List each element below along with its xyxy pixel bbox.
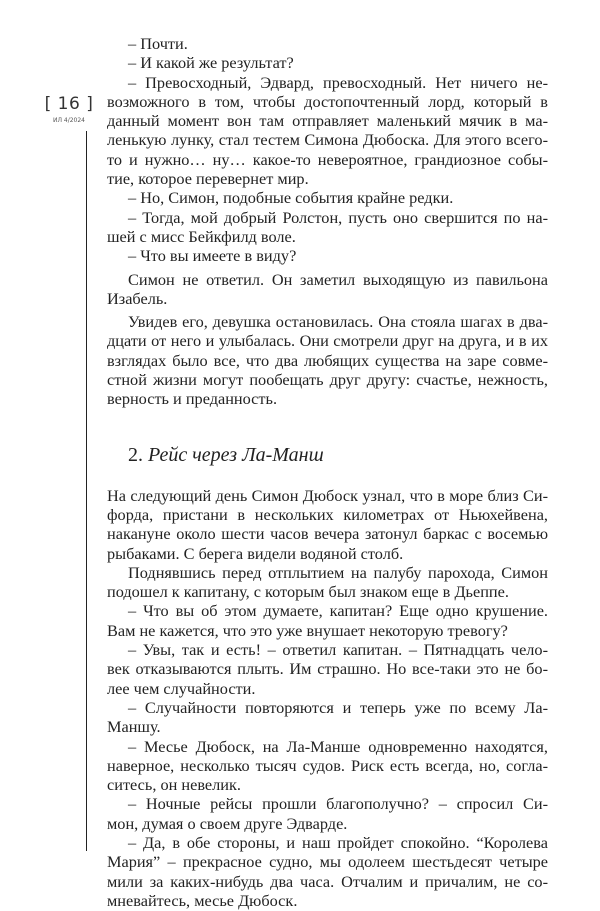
text-line: дцати от него и улыбалась. Они смотрели друг на друга, и в их <box>107 331 548 351</box>
text-line: Мария” – прекрасное судно, мы одолеем шестьдесят четыре <box>107 852 548 872</box>
text-line: мон, думая о своем друге Эдварде. <box>107 813 348 833</box>
text-line: данный момент вон там отправляет маленький мячик в ма- <box>107 111 548 131</box>
text-line: Вам не кажется, что это уже внушает некоторую тревогу? <box>107 620 508 640</box>
paragraph <box>107 188 548 207</box>
text-line: – Но, Симон, подобные события крайне редки. <box>128 188 454 208</box>
text-line: ленькую лунку, стал тестем Симона Дюбоска. Для этого всего- <box>107 130 548 150</box>
text-line: – Тогда, мой добрый Ролстон, пусть оно свершится по на- <box>128 207 548 227</box>
paragraph <box>107 34 548 53</box>
section-title: Рейс через Ла-Манш <box>148 443 324 466</box>
text-line: ситесь, он невелик. <box>107 775 241 795</box>
section-number: 2. <box>128 443 143 466</box>
text-line: Увидев его, девушка остановилась. Она стояла шагах в два- <box>128 312 548 332</box>
section-2 <box>107 486 548 911</box>
paragraph <box>107 737 548 795</box>
paragraph <box>107 601 548 640</box>
text-line: – Увы, так и есть! – ответил капитан. – Пятнадцать чело- <box>128 640 548 660</box>
paragraph <box>107 486 548 563</box>
text-line: Маншу. <box>107 717 161 737</box>
text-line: – И какой же результат? <box>128 53 294 73</box>
paragraph <box>107 208 548 247</box>
page-folio <box>40 94 98 124</box>
text-line: – Почти. <box>128 34 188 53</box>
text-line: мили за каких-нибудь два часа. Отчалим и причалим, не со- <box>107 871 548 891</box>
text-line: – Что вы имеете в виду? <box>128 246 297 266</box>
text-line: возможного в том, чтобы достопочтенный лорд, который в <box>107 91 548 111</box>
text-line: тие, которое перевернет мир. <box>107 169 309 189</box>
text-line: – Что вы об этом думаете, капитан? Еще одно крушение. <box>128 601 548 621</box>
paragraph <box>107 246 548 265</box>
section-heading <box>128 443 548 467</box>
text-line: наверное, несколько тысяч судов. Риск есть всегда, но, согла- <box>107 755 548 775</box>
paragraph <box>107 794 548 833</box>
text-line: накануне около шести часов вечера затонул баркас с восемью <box>107 524 548 544</box>
text-line: На следующий день Симон Дюбоск узнал, что в море близ Си- <box>107 485 548 505</box>
text-line: Изабель. <box>107 288 168 308</box>
text-line: шей с мисс Бейкфилд воле. <box>107 226 296 246</box>
text-line: – Ночные рейсы прошли благополучно? – спросил Си- <box>128 794 548 814</box>
text-line: рыбаками. С берега видели водяной столб. <box>107 543 404 563</box>
text-line: форда, пристани в нескольких километрах от Ньюхейвена, <box>107 504 548 524</box>
text-line: взглядах было все, что два любящих существа на заре совме- <box>107 350 548 370</box>
text-line: – Да, в обе стороны, и наш пройдет спокойно. “Королева <box>128 832 548 852</box>
paragraph <box>107 270 548 309</box>
text-line: подошел к капитану, с которым был знаком еще в Дьеппе. <box>107 582 509 602</box>
text-line: век отказываются плыть. Им страшно. Но все-таки это не бо- <box>107 659 548 679</box>
issue-label: ИЛ 4/2024 <box>52 117 85 124</box>
text-line: лее чем случайности. <box>107 678 256 698</box>
text-line: Симон не ответил. Он заметил выходящую из павильона <box>128 269 548 289</box>
text-line: стной жизни могут пообещать друг другу: счастье, нежность, <box>107 370 548 390</box>
text-line: – Превосходный, Эдвард, превосходный. Нет ничего не- <box>128 72 548 92</box>
page-number: [ 16 ] <box>44 94 94 114</box>
margin-rule <box>86 131 87 851</box>
paragraph <box>107 833 548 910</box>
text-line: – Месье Дюбоск, на Ла-Манше одновременно находятся, <box>128 736 548 756</box>
text-line: Поднявшись перед отплытием на палубу парохода, Симон <box>128 562 548 582</box>
section-1 <box>107 34 548 409</box>
paragraph <box>107 312 548 408</box>
paragraph <box>107 698 548 737</box>
text-line: мневайтесь, месье Дюбоск. <box>107 890 298 910</box>
paragraph <box>107 563 548 602</box>
body-text <box>107 34 548 910</box>
paragraph <box>107 73 548 189</box>
text-line: то и нужно… ну… какое-то невероятное, грандиозное собы- <box>107 149 548 169</box>
text-line: – Случайности повторяются и теперь уже по всему Ла- <box>128 697 548 717</box>
paragraph <box>107 53 548 72</box>
text-line: верность и преданность. <box>107 389 278 409</box>
paragraph <box>107 640 548 698</box>
